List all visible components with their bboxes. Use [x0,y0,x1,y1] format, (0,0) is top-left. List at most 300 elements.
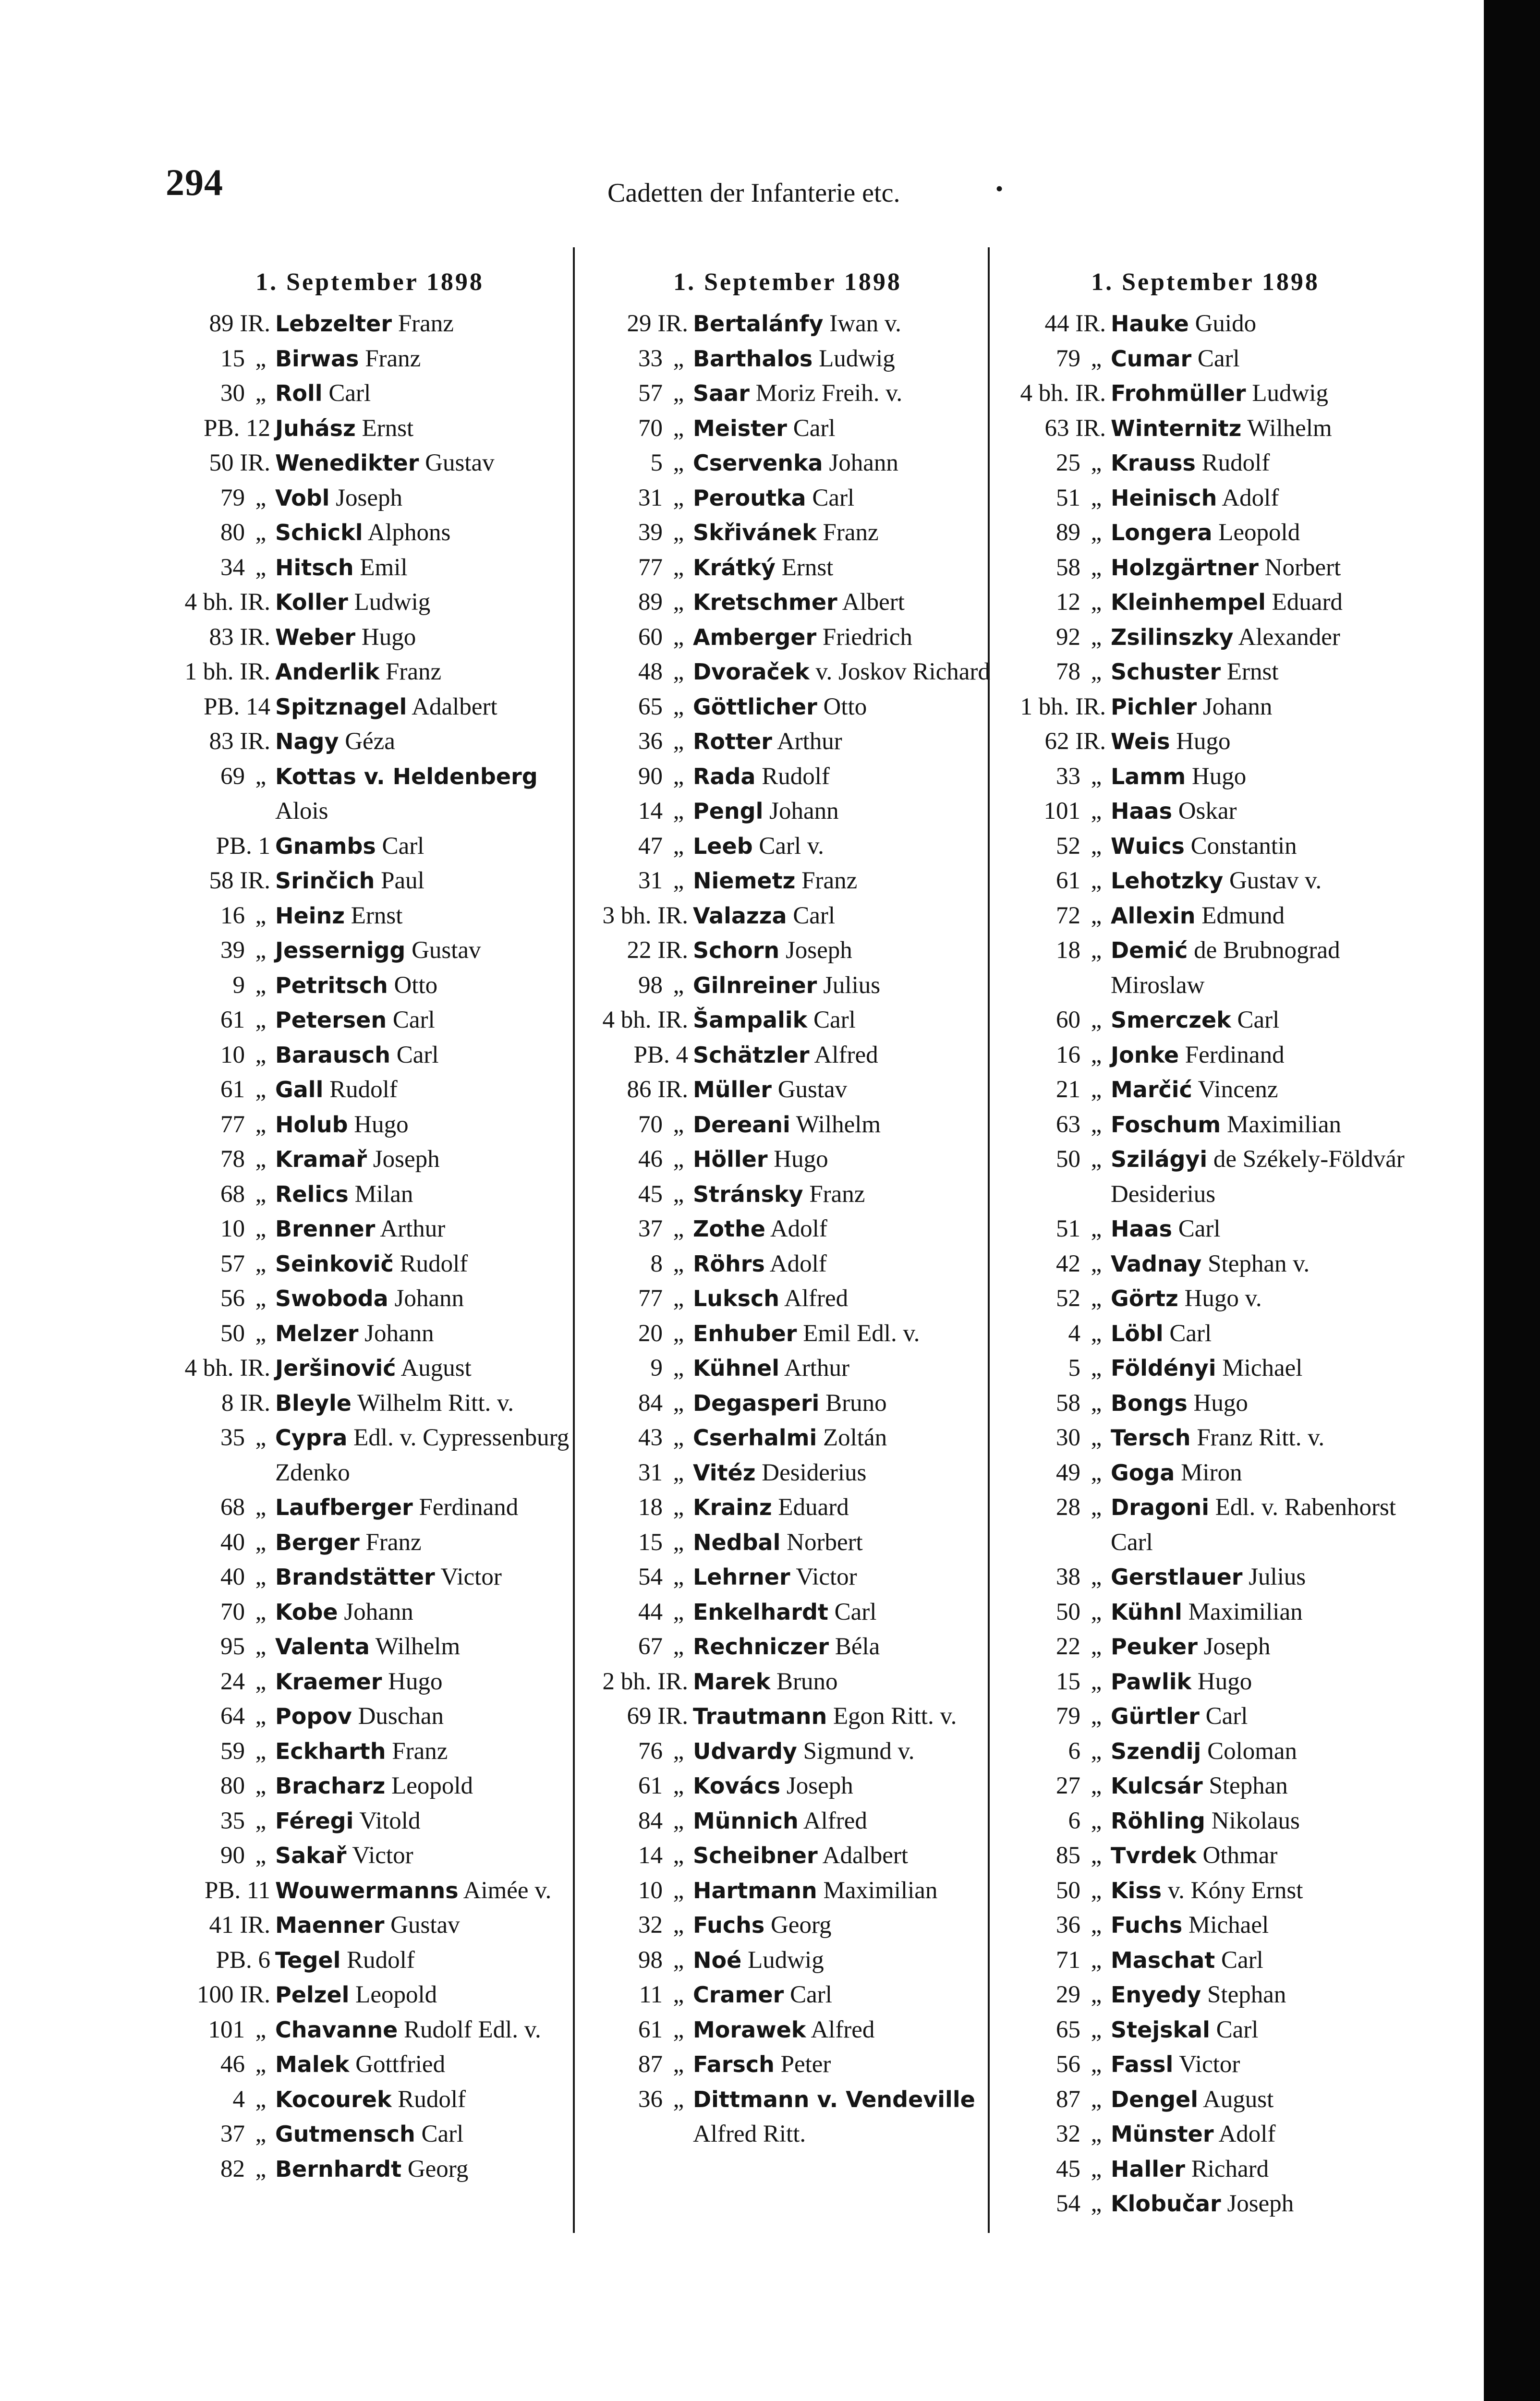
given-name: Emil Edl. v. [803,1320,920,1347]
regiment-number: 43 [638,1424,663,1451]
list-item [166,655,574,690]
surname: Kulcsár [1111,1773,1203,1799]
cadet-name [693,1351,992,1386]
given-name: Richard [1191,2155,1269,2183]
ditto-mark: „ [673,1459,684,1486]
entry-list [166,306,574,2186]
regiment-number: 30 [220,380,245,407]
ditto-mark: „ [255,1772,267,1799]
regiment-number: 78 [220,1146,245,1173]
list-item [583,1977,992,2013]
ditto-mark: „ [1091,345,1102,372]
given-name: Arthur [776,728,842,755]
given-name: v. Kóny Ernst [1167,1877,1303,1904]
surname: Marčić [1111,1077,1192,1103]
cadet-name [275,446,574,481]
given-name: Carl [1221,1946,1263,1974]
regiment-number: 35 [220,1807,245,1834]
list-item [583,1629,992,1664]
ditto-mark: „ [673,1528,684,1556]
ditto-mark: „ [673,1111,684,1138]
cadet-name [275,1351,574,1386]
given-name: Carl [392,1006,435,1033]
ditto-mark: „ [255,2121,267,2147]
given-name: Ludwig [819,345,895,372]
ditto-mark: „ [255,902,267,929]
regiment-number: 46 [220,2051,245,2078]
regiment-number: 11 [639,1981,663,2008]
cadet-name [1111,1281,1409,1316]
list-item [1001,2152,1409,2187]
given-name: Gustav [425,449,495,476]
regiment-number: 38 [1056,1564,1080,1590]
given-name: Guido [1195,310,1257,337]
ditto-mark: „ [255,2155,267,2183]
given-name: Gottfried [355,2051,446,2078]
ditto-mark: „ [1091,832,1102,860]
ditto-mark: „ [255,2086,267,2113]
list-item [1001,655,1409,690]
regiment-number: 41 IR. [209,1912,270,1939]
list-item [1001,1699,1409,1734]
ditto-mark: „ [1091,2190,1102,2217]
regiment-number: 52 [1056,832,1080,860]
surname: Srinčich [275,868,375,894]
cadet-name [1111,341,1409,376]
given-name: Johann [1202,693,1273,720]
surname: Holzgärtner [1111,554,1259,581]
given-name: Franz [823,519,879,546]
regiment-number: 89 IR. [209,310,270,337]
surname: Farsch [693,2051,775,2077]
regiment-number: 56 [220,1285,245,1312]
regiment-number: PB. 4 [633,1041,688,1068]
given-name: Hugo [388,1668,443,1695]
surname: Gnambs [275,833,376,859]
regiment-number: 37 [638,1215,663,1242]
list-item [1001,1629,1409,1664]
regiment-number: 9 [650,1355,663,1382]
ditto-mark: „ [673,484,684,511]
given-name: Michael [1188,1912,1269,1939]
cadet-name [1111,1595,1409,1630]
given-name: Joseph [785,937,852,964]
cadet-name [693,1072,992,1107]
given-name: Rudolf [398,2086,466,2113]
list-item [583,1699,992,1734]
list-item [583,1038,992,1073]
list-item [166,481,574,516]
ditto-mark: „ [1091,1877,1102,1904]
cadet-name [1111,1455,1409,1491]
given-name: Alfred [814,1041,878,1068]
cadet-name [1111,759,1409,794]
given-name: Ferdinand [1185,1041,1285,1068]
cadet-name [275,968,574,1003]
ditto-mark: „ [1091,2086,1102,2113]
ditto-mark: „ [673,623,684,651]
list-item [583,515,992,550]
regiment-number: 79 [220,484,245,511]
given-name: Edl. v. Cypressenburg Zdenko [275,1424,570,1486]
surname: Enkelhardt [693,1599,828,1625]
surname: Lehrner [693,1564,790,1590]
regiment-number: 28 [1056,1494,1080,1521]
regiment-number: 16 [220,902,245,929]
list-item [1001,515,1409,550]
surname: Szilágyi [1111,1146,1208,1172]
surname: Barthalos [693,345,813,372]
list-item [583,1386,992,1421]
ditto-mark: „ [673,798,684,825]
ditto-mark: „ [1091,1424,1102,1451]
surname: Gutmensch [275,2121,415,2147]
regiment-number: 59 [220,1737,245,1765]
cadet-name [275,863,574,898]
regiment-number: 57 [638,380,663,407]
cadet-name [1111,1873,1409,1908]
ditto-mark: „ [255,1006,267,1033]
surname: Haas [1111,1216,1172,1242]
ditto-mark: „ [673,1564,684,1590]
ditto-mark: „ [673,728,684,755]
regiment-number: 58 IR. [209,867,270,894]
list-item [1001,1664,1409,1699]
given-name: Franz [365,345,421,372]
list-item [166,1072,574,1107]
list-item [166,550,574,585]
surname: Szendij [1111,1738,1201,1764]
regiment-number: 98 [638,971,663,999]
cadet-name [275,1629,574,1664]
regiment-number: 87 [1056,2086,1080,2113]
surname: Hartmann [693,1877,817,1904]
surname: Marek [693,1668,771,1695]
surname: Kovács [693,1773,781,1799]
list-item [166,1734,574,1769]
list-item [166,2047,574,2082]
list-item [1001,1908,1409,1943]
given-name: Gustav [390,1912,460,1939]
surname: Petersen [275,1007,387,1033]
cadet-name [275,341,574,376]
regiment-number: 27 [1056,1772,1080,1799]
cadet-name [1111,2152,1409,2187]
ditto-mark: „ [1091,867,1102,894]
list-item [583,968,992,1003]
list-item [583,1003,992,1038]
regiment-number: 48 [638,658,663,685]
surname: Frohmüller [1111,380,1246,406]
list-item [583,306,992,341]
given-name: Wilhelm [375,1633,461,1660]
regiment-number: 83 IR. [209,623,270,651]
given-name: Rudolf [347,1946,415,1974]
ditto-mark: „ [255,1180,267,1208]
ditto-mark: „ [255,1842,267,1869]
list-item [1001,1072,1409,1107]
given-name: Moriz Freih. v. [755,380,903,407]
surname: Juhász [275,415,356,441]
list-item [166,1699,574,1734]
surname: Kühnl [1111,1599,1182,1625]
ditto-mark: „ [1091,1981,1102,2008]
given-name: Carl [793,902,836,929]
surname: Schuster [1111,659,1221,685]
cadet-name [693,2082,992,2152]
regiment-number: 50 [1056,1146,1080,1173]
ditto-mark: „ [255,1215,267,1242]
list-item [166,1873,574,1908]
given-name: Alois [275,798,328,825]
surname: Bleyle [275,1390,352,1416]
surname: Nagy [275,728,339,754]
surname: Niemetz [693,868,796,894]
regiment-number: 54 [1056,2190,1080,2217]
given-name: Hugo [1193,1389,1248,1417]
given-name: Gustav [412,937,481,964]
given-name: Gustav v. [1229,867,1322,894]
given-name: Adalbert [412,693,497,720]
list-item [583,1247,992,1282]
surname: Cumar [1111,345,1192,372]
regiment-number: 70 [638,1111,663,1138]
cadet-name [1111,1664,1409,1699]
surname: Löbl [1111,1320,1164,1346]
list-item [1001,1316,1409,1351]
given-name: Rudolf [1201,449,1270,476]
surname: Koller [275,589,348,615]
cadet-name [693,341,992,376]
regiment-number: 89 [638,589,663,616]
cadet-name [275,411,574,446]
cadet-name [275,1177,574,1212]
cadet-name [275,1664,574,1699]
given-name: Peter [780,2051,831,2078]
surname: Sakař [275,1843,347,1868]
ditto-mark: „ [673,1598,684,1625]
cadet-name [693,306,992,341]
list-item [1001,481,1409,516]
surname: Lehotzky [1111,868,1224,894]
cadet-name [275,306,574,341]
list-item [1001,446,1409,481]
given-name: Bruno [776,1668,838,1695]
ditto-mark: „ [1091,1598,1102,1625]
list-item [1001,341,1409,376]
cadet-name [693,1873,992,1908]
surname: Barausch [275,1042,390,1068]
column-3 [1001,263,1409,2221]
regiment-number: 10 [220,1215,245,1242]
regiment-number: 100 IR. [197,1981,270,2008]
cadet-name [275,1977,574,2013]
ditto-mark: „ [673,1180,684,1208]
surname: Gürtler [1111,1703,1200,1729]
surname: Bertalánfy [693,311,824,337]
regiment-number: 50 [220,1320,245,1347]
cadet-name [693,1734,992,1769]
surname: Gall [275,1077,324,1103]
given-name: Stephan [1207,1981,1286,2008]
ditto-mark: „ [673,1215,684,1242]
ditto-mark: „ [255,1807,267,1834]
cadet-name [693,1908,992,1943]
list-item [166,1003,574,1038]
ditto-mark: „ [673,693,684,720]
list-item [1001,1804,1409,1839]
regiment-number: 36 [638,2086,663,2113]
cadet-name [1111,376,1409,411]
regiment-number: 31 [638,484,663,511]
list-item [1001,1038,1409,1073]
regiment-number: 31 [638,867,663,894]
regiment-number: 57 [220,1250,245,1277]
surname: Göttlicher [693,693,817,720]
surname: Klobučar [1111,2191,1221,2217]
surname: Zsilinszky [1111,624,1234,650]
cadet-name [1111,933,1409,1003]
regiment-number: 58 [1056,554,1080,581]
cadet-name [693,794,992,829]
surname: Stejskal [1111,2016,1210,2043]
list-item [1001,2117,1409,2152]
cadet-name [1111,1629,1409,1664]
list-item [1001,376,1409,411]
list-item [1001,1386,1409,1421]
cadet-name [693,1560,992,1595]
regiment-number: 4 bh. IR. [1020,380,1106,407]
cadet-name [1111,1804,1409,1839]
surname: Gilnreiner [693,972,817,998]
surname: Kramař [275,1146,367,1172]
cadet-name [1111,1386,1409,1421]
given-name: Johann [344,1598,413,1625]
list-item [166,1316,574,1351]
ditto-mark: „ [1091,1041,1102,1068]
given-name: Wilhelm [796,1111,881,1138]
regiment-number: 50 IR. [209,449,270,476]
list-item [583,1420,992,1455]
given-name: Hugo [1197,1668,1252,1695]
surname: Zothe [693,1216,765,1242]
given-name: Hugo [774,1146,828,1173]
regiment-number: 6 [1068,1807,1080,1834]
cadet-name [693,515,992,550]
regiment-number: 4 bh. IR. [184,1355,270,1382]
regiment-number: 2 bh. IR. [602,1668,688,1695]
given-name: Joseph [373,1146,440,1173]
cadet-name [693,446,992,481]
regiment-number: 95 [220,1633,245,1660]
cadet-name [693,1804,992,1839]
surname: Vadnay [1111,1250,1202,1277]
list-item [583,655,992,690]
regiment-number: 87 [638,2051,663,2078]
list-item [166,898,574,934]
cadet-name [275,1873,574,1908]
given-name: Wilhelm [1247,414,1332,442]
regiment-number: 89 [1056,519,1080,546]
ditto-mark: „ [1091,798,1102,825]
ditto-mark: „ [1091,2155,1102,2183]
cadet-name [275,724,574,759]
cadet-name [275,376,574,411]
surname: Bernhardt [275,2156,402,2182]
given-name: Johann [394,1285,464,1312]
regiment-number: 36 [1056,1912,1080,1939]
ditto-mark: „ [673,1772,684,1799]
given-name: Vitold [359,1807,421,1834]
surname: Petritsch [275,972,388,998]
cadet-name [693,1420,992,1455]
ditto-mark: „ [1091,2051,1102,2078]
surname: Šampalik [693,1007,808,1033]
surname: Görtz [1111,1285,1178,1311]
surname: Anderlik [275,659,380,685]
cadet-name [693,690,992,725]
given-name: Zoltán [823,1424,887,1451]
given-name: Victor [352,1842,413,1869]
ditto-mark: „ [673,1424,684,1451]
ditto-mark: „ [1091,2016,1102,2043]
given-name: Leopold [1218,519,1300,546]
cadet-name [275,829,574,864]
list-item [166,1281,574,1316]
given-name: Otto [394,971,438,999]
given-name: Rudolf [329,1076,398,1103]
cadet-name [275,1943,574,1978]
cadet-name [693,863,992,898]
surname: Birwas [275,345,359,372]
list-item [166,2082,574,2117]
surname: Fuchs [1111,1912,1183,1938]
ditto-mark: „ [673,1912,684,1939]
ditto-mark: „ [673,2086,684,2113]
cadet-name [275,2013,574,2048]
cadet-name [1111,411,1409,446]
regiment-number: 90 [220,1842,245,1869]
surname: Kraemer [275,1668,382,1695]
regiment-number: 14 [638,798,663,825]
regiment-number: 35 [220,1424,245,1451]
list-item [583,550,992,585]
given-name: Desiderius [762,1459,867,1486]
regiment-number: 10 [638,1877,663,1904]
given-name: Duschan [358,1703,444,1730]
cadet-name [693,1629,992,1664]
list-item [1001,898,1409,934]
surname: Saar [693,380,750,406]
list-item [166,1943,574,1978]
given-name: Nikolaus [1211,1807,1300,1834]
ditto-mark: „ [673,589,684,616]
list-item [583,1804,992,1839]
surname: Wouwermanns [275,1877,459,1904]
ditto-mark: „ [1091,937,1102,964]
regiment-number: 8 [650,1250,663,1277]
regiment-number: 86 IR. [627,1076,688,1103]
surname: Lebzelter [275,311,392,337]
list-item [583,1525,992,1560]
surname: Seinkovič [275,1250,394,1277]
surname: Bracharz [275,1773,386,1799]
ditto-mark: „ [1091,1703,1102,1730]
regiment-number: 51 [1056,1215,1080,1242]
cadet-name [1111,1351,1409,1386]
list-item [1001,1490,1409,1560]
regiment-number: 69 IR. [627,1703,688,1730]
